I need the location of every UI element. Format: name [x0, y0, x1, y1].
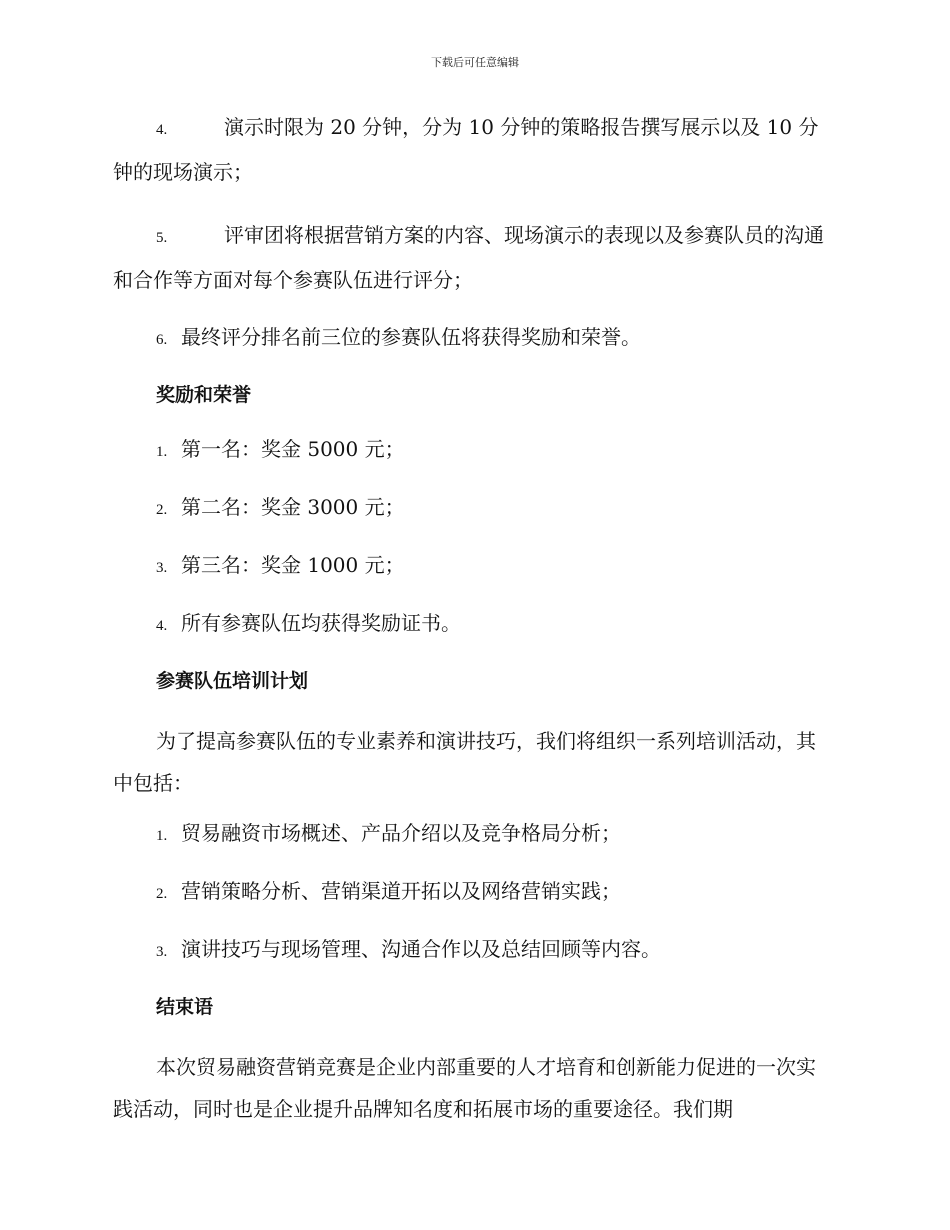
list-number: 2. [156, 502, 168, 518]
list-text: 演示时限为 20 分钟，分为 10 分钟的策略报告撰写展示以及 10 分钟的现场演示； [113, 115, 819, 184]
list-item [113, 322, 833, 355]
section-heading-awards: 奖励和荣誉 [156, 384, 252, 406]
document-body [113, 106, 833, 1144]
list-number: 4. [156, 618, 168, 634]
list-item [113, 876, 833, 909]
list-text: 所有参赛队伍均获得奖励证书。 [181, 611, 461, 635]
list-item [113, 818, 833, 851]
list-item [113, 934, 833, 967]
paragraph-training-intro: 为了提高参赛队伍的专业素养和演讲技巧，我们将组织一系列培训活动，其中包括： [113, 729, 816, 795]
list-item [113, 214, 833, 301]
list-number: 1. [156, 828, 168, 844]
list-text: 评审团将根据营销方案的内容、现场演示的表现以及参赛队员的沟通和合作等方面对每个参赛队伍进行评分； [113, 223, 824, 292]
list-number: 3. [156, 560, 168, 576]
list-number: 1. [156, 444, 168, 460]
list-text: 营销策略分析、营销渠道开拓以及网络营销实践； [181, 879, 621, 903]
list-item [113, 434, 833, 467]
section-heading-conclusion: 结束语 [156, 996, 214, 1018]
list-text: 演讲技巧与现场管理、沟通合作以及总结回顾等内容。 [181, 937, 661, 961]
list-text: 贸易融资市场概述、产品介绍以及竞争格局分析； [181, 821, 621, 845]
section-heading-training: 参赛队伍培训计划 [156, 670, 309, 692]
list-item [113, 550, 833, 583]
list-number: 5. [156, 230, 168, 246]
list-number: 3. [156, 944, 168, 960]
list-text: 第一名：奖金 5000 元； [181, 437, 405, 461]
list-text: 第三名：奖金 1000 元； [181, 553, 405, 577]
list-number: 4. [156, 122, 168, 138]
paragraph-conclusion: 本次贸易融资营销竞赛是企业内部重要的人才培育和创新能力促进的一次实践活动，同时也是企业提升品牌知名度和拓展市场的重要途径。我们期 [113, 1055, 816, 1121]
list-number: 2. [156, 886, 168, 902]
list-number: 6. [156, 332, 168, 348]
list-text: 第二名：奖金 3000 元； [181, 495, 405, 519]
page-header: 下载后可任意编辑 [431, 56, 519, 69]
list-item [113, 106, 833, 193]
list-item [113, 608, 833, 641]
list-item [113, 492, 833, 525]
list-text: 最终评分排名前三位的参赛队伍将获得奖励和荣誉。 [181, 325, 641, 349]
